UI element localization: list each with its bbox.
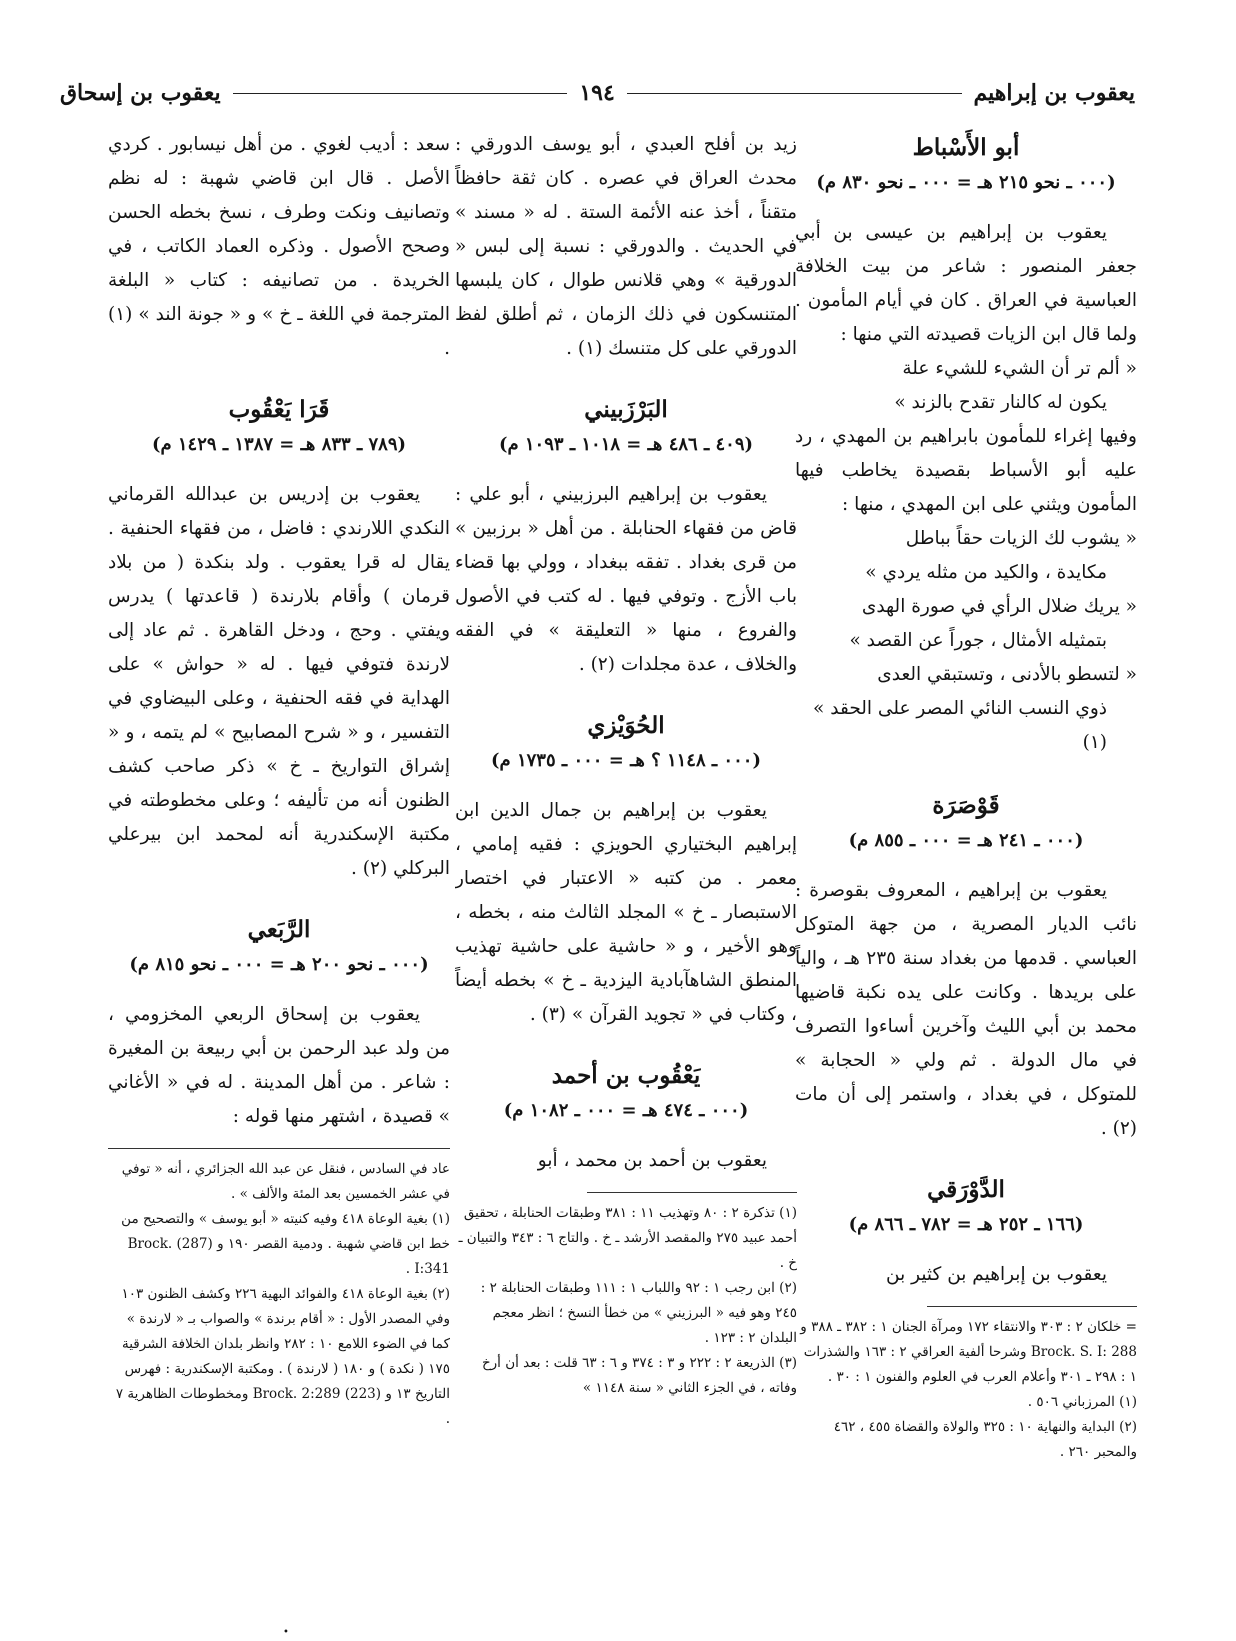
header-rule-left: [233, 93, 568, 94]
entry-text: يعقوب بن إدريس بن عبدالله القرماني النكدي اللارندي : فاضل ، من فقهاء الحنفية . يقال له قرا يعقوب . ولد بنكدة ( من بلاد قرمان ) وأقام بلارندة ( قاعدتها ) يدرس ويفتي . وحج ، ودخل القاهرة . ثم عاد إلى لارندة فتوفي فيها . له « حواش » على الهداية في فقه الحنفية ، وعلى البيضاوي في التفسير ، و « شرح المصابيح » لم يتمه ، و « إشراق التواريخ ـ خ » ذكر صاحب كشف الظنون أنه من تأليفه ؛ وعلى مخطوطته في مكتبة الإسكندرية أنه لمحمد ابن بيرعلي البركلي (٢) .: [108, 484, 450, 879]
entry-title: قَوْصَرَة: [932, 792, 1000, 819]
entry-text: يعقوب بن إبراهيم ، المعروف بقوصرة : نائب الديار المصرية ، من جهة المتوكل العباسي . قدمها من بغداد سنة ٢٣٥ هـ ، والياً على بريدها . وكانت على يده نكبة قاضيها محمد بن أبي الليث وآخرين أساءوا التصرف في مال الدولة . ثم ولي « الحجابة » للمتوكل ، في بغداد ، واستمر إلى أن مات (٢) .: [795, 880, 1137, 1139]
verse-line: « ألم تر أن الشيء للشيء علة: [902, 358, 1137, 379]
entry-text: سعد : أديب لغوي . من أهل نيسابور . كردي الأصل . قال ابن قاضي شهبة : له نظم وتصانيف ونكت وطرف ، نسخ بخطه الحسن وصحح الأصول . وذكره العماد الكاتب ، في الخريدة . من تصانيفه : كتاب « البلغة المترجمة في اللغة ـ خ » و « جونة الند » (١) .: [108, 134, 450, 359]
footnote: (١) المرزباني ٥٠٦ .: [1027, 1394, 1137, 1410]
verse-line: « يشوب لك الزيات حقاً بباطل: [905, 528, 1137, 549]
header-rule-right: [627, 93, 962, 94]
entry-text: يعقوب بن إبراهيم بن جمال الدين ابن إبراهيم البختياري الحويزي : فقيه إمامي ، معمر . من كتبه « الاعتبار في اختصار الاستبصار ـ خ » المجلد الثالث منه ، بخطه ، وهو الأخير ، و « حاشية على حاشية تهذيب المنطق الشاهآبادية اليزدية ـ خ » بخطه أيضاً ، وكتاب في « تجويد القرآن » (٣) .: [455, 800, 797, 1025]
running-header: [60, 78, 1135, 108]
entry-text: وفيها إغراء للمأمون بابراهيم بن المهدي ، رد عليه أبو الأسباط بقصيدة يخاطب فيها المأمون ويثني على ابن المهدي ، منها :: [795, 426, 1137, 515]
entry-title: يَعْقُوب بن أحمد: [551, 1062, 701, 1089]
entry-title: الدَّوْرَقي: [927, 1176, 1005, 1203]
footnote: (٢) ابن رجب ١ : ٩٢ واللباب ١ : ١١١ وطبقات الحنابلة ٢ : ٢٤٥ وهو فيه « البرزيني » من خطأ النسخ ؛ انظر معجم البلدان ٢ : ١٢٣ .: [480, 1280, 797, 1346]
entry-text: يعقوب بن إبراهيم البرزبيني ، أبو علي : قاض من فقهاء الحنابلة . من أهل « برزبين » من قرى بغداد . تفقه ببغداد ، وولي بها قضاء باب الأزج . وتوفي فيها . له كتب في الأصول والفروع ، منها « التعليقة » في الفقه والخلاف ، عدة مجلدات (٢) .: [455, 484, 797, 675]
entry-text: يعقوب بن إبراهيم بن عيسى بن أبي جعفر المنصور : شاعر من بيت الخلافة العباسية في العراق . كان في أيام المأمون . ولما قال ابن الزيات قصيدته التي منها :: [795, 222, 1137, 345]
entry-text: يعقوب بن أحمد بن محمد ، أبو: [537, 1150, 767, 1171]
entry-dates: (٠٠٠ ـ نحو ٢١٥ هـ = ٠٠٠ ـ نحو ٨٣٠ م): [816, 172, 1116, 193]
print-speck: •: [283, 1627, 289, 1638]
entry-title: البَرْزَبيني: [584, 396, 668, 423]
entry-dates: (٤٠٩ ـ ٤٨٦ هـ = ١٠١٨ ـ ١٠٩٣ م): [498, 434, 754, 455]
footnote: (١) تذكرة ٢ : ٨٠ وتهذيب ١١ : ٣٨١ وطبقات الحنابلة ، تحقيق أحمد عبيد ٢٧٥ والمقصد الأرشد ـ خ . والتاج ٦ : ٣٤٣ والتبيان ـ خ .: [458, 1205, 797, 1271]
footnote: (٢) البداية والنهاية ١٠ : ٣٢٥ والولاة والقضاة ٤٥٥ ، ٤٦٢ والمحبر ٢٦٠ .: [833, 1419, 1137, 1460]
footnote-rule: [587, 1192, 797, 1193]
verse-line: بتمثيله الأمثال ، جوراً عن القصد »: [849, 630, 1107, 651]
footnote-rule: [927, 1306, 1137, 1307]
entry-title: الرَّبَعي: [247, 916, 311, 943]
footnote: (١) بغية الوعاة ٤١٨ وفيه كنيته « أبو يوسف » والتصحيح من خط ابن قاضي شهبة . ودمية القصر ١٩٠ و (287) Brock. I:341 .: [121, 1211, 450, 1277]
footnote-rule: [108, 1148, 450, 1149]
page-number: ١٩٤: [579, 80, 615, 106]
entry-text: يعقوب بن إبراهيم بن كثير بن: [886, 1264, 1107, 1285]
column-left: [108, 128, 450, 1608]
footnote: = خلكان ٢ : ٣٠٣ والانتقاء ١٧٢ ومرآة الجنان ١ : ٣٨٢ ـ ٣٨٨ و Brock. S. I: 288 وشرحا ألفية العراقي ٢ : ١٦٣ والشذرات ١ : ٢٩٨ ـ ٣٠١ وأعلام العرب في العلوم والفنون ١ : ٣٠ .: [800, 1319, 1137, 1385]
verse-line: مكايدة ، والكيد من مثله يردي »: [865, 562, 1107, 583]
footnote: (٣) الذريعة ٢ : ٢٢٢ و ٣ : ٣٧٤ و ٦ : ٦٣ قلت : بعد أن أرخ وفاته ، في الجزء الثاني « سنة ١١٤٨ »: [481, 1355, 797, 1396]
verse-line: « يريك ضلال الرأي في صورة الهدى: [861, 596, 1137, 617]
entry-title: قَرَا يَعْقُوب: [228, 396, 330, 423]
entry-dates: (٧٨٩ ـ ٨٣٣ هـ = ١٣٨٧ ـ ١٤٢٩ م): [151, 434, 407, 455]
entry-dates: (٠٠٠ ـ ٤٧٤ هـ = ٠٠٠ ـ ١٠٨٢ م): [503, 1100, 749, 1121]
entry-dates: (١٦٦ ـ ٢٥٢ هـ = ٧٨٢ ـ ٨٦٦ م): [848, 1214, 1084, 1235]
entry-dates: (٠٠٠ ـ ٢٤١ هـ = ٠٠٠ ـ ٨٥٥ م): [848, 830, 1084, 851]
entry-title: أبو الأَسْباط: [912, 134, 1020, 161]
entry-dates: (٠٠٠ ـ نحو ٢٠٠ هـ = ٠٠٠ ـ نحو ٨١٥ م): [129, 954, 429, 975]
header-right-title: يعقوب بن إبراهيم: [973, 80, 1135, 106]
header-left-title: يعقوب بن إسحاق: [59, 80, 221, 106]
column-right: [795, 128, 1137, 1608]
entry-dates: (٠٠٠ ـ ١١٤٨ ؟ هـ = ٠٠٠ ـ ١٧٣٥ م): [491, 750, 761, 771]
footnote: (٢) بغية الوعاة ٤١٨ والفوائد البهية ٢٢٦ وكشف الظنون ١٠٣ وفي المصدر الأول : « أقام برندة » والصواب بـ « لارندة » كما في الضوء اللامع ١٠ : ٢٨٢ وانظر بلدان الخلافة الشرقية ١٧٥ ( نكدة ) و ١٨٠ ( لارندة ) . ومكتبة الإسكندرية : فهرس التاريخ ١٣ و (223) Brock. 2:289 ومخطوطات الظاهرية ٧ .: [115, 1286, 450, 1427]
footnote: عاد في السادس ، فنقل عن عبد الله الجزائري ، أنه « توفي في عشر الخمسين بعد المئة والألف » .: [121, 1161, 450, 1202]
verse-line: يكون له كالنار تقدح بالزند »: [894, 392, 1107, 413]
entry-text: زيد بن أفلح العبدي ، أبو يوسف الدورقي : محدث العراق في عصره . كان ثقة حافظاً متقناً ، أخذ عنه الأئمة الستة . له « مسند » في الحديث . والدورقي : نسبة إلى لبس « الدورقية » وهي قلانس طوال ، كان يلبسها المتنسكون في ذلك الزمان ، ثم أطلق لفظ الدورقي على كل متنسك (١) .: [455, 134, 797, 359]
entry-text: يعقوب بن إسحاق الربعي المخزومي ، من ولد عبد الرحمن بن أبي ربيعة بن المغيرة : شاعر . من أهل المدينة . له في « الأغاني » قصيدة ، اشتهر منها قوله :: [108, 1004, 450, 1127]
verse-line: ذوي النسب النائي المصر على الحقد » (١): [813, 698, 1107, 753]
column-middle: [455, 128, 797, 1608]
verse-line: « لتسطو بالأدنى ، وتستبقي العدى: [877, 664, 1137, 685]
entry-title: الحُوَيْزي: [587, 712, 665, 739]
